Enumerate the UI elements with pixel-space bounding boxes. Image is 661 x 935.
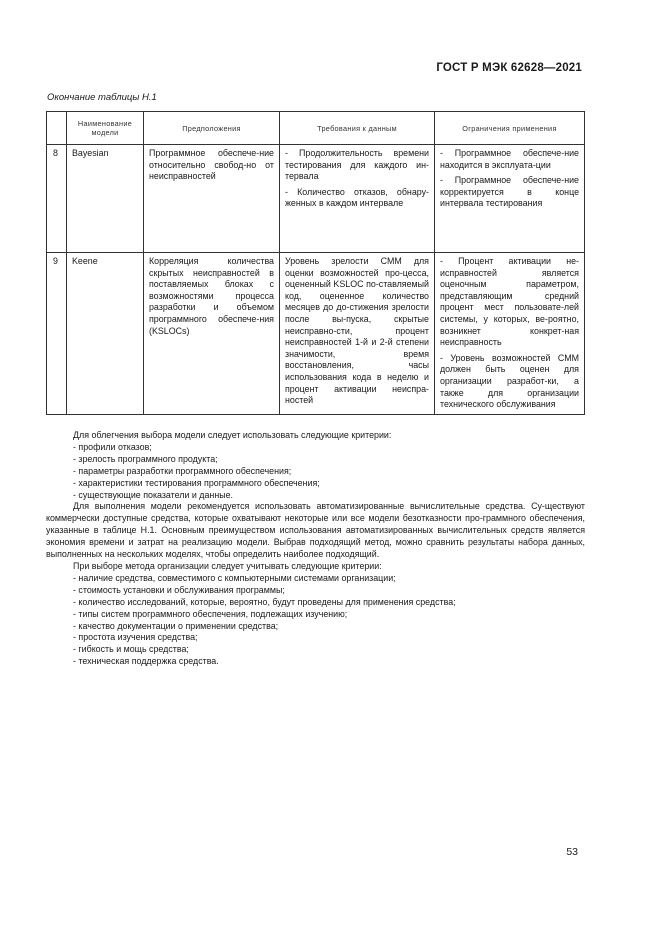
limitations-cell — [435, 145, 585, 253]
models-table — [46, 111, 585, 415]
paragraph-automated-tools: Для выполнения модели рекомендуется использовать автоматизированные вычислительные средства. Су-ществуют коммерчески доступные средства, которые охватывают некоторые или все модели безотказности про-граммного обеспечения, указанные в таблице Н.1. Основным преимуществом использования автоматизированных вычислительных средств является экономия времени и затрат на реализацию модели. Выбрав подходящий метод, можно сравнить результаты набора данных, выполненных на нескольких моделях, чтобы определить наиболее подходящий. — [46, 501, 585, 560]
table-row — [47, 145, 585, 253]
model-name: Bayesian — [67, 145, 144, 253]
header-limitations: Ограничения применения — [435, 112, 585, 145]
data-requirement-item: - Количество отказов, обнару-женных в каждом интервале — [285, 186, 429, 209]
list-item: - количество исследований, которые, вероятно, будут проведены для применения средства; — [73, 596, 456, 607]
document-header: ГОСТ Р МЭК 62628—2021 — [436, 62, 582, 74]
header-assumptions: Предположения — [144, 112, 280, 145]
data-requirements-cell — [280, 145, 435, 253]
list-item: - качество документации о применении средства; — [73, 620, 279, 631]
list-item: - параметры разработки программного обеспечения; — [73, 465, 292, 476]
row-number: 9 — [47, 253, 67, 415]
header-model-name: Наименование модели — [67, 112, 144, 145]
assumptions-cell — [144, 253, 280, 415]
data-requirement-item: Уровень зрелости СММ для оценки возможностей про-цесса, оцененный KSLOC по-ставляемый код, оцененное количество месяцев до до-стижения зрелости после вы-пуска, скрытые неисправно-сти, процент неисправностей 1-й и 2-й степени значимости, время восстановления, часы использования кода в неделю и процент активации неиспра-ностей — [285, 256, 429, 406]
page-number: 53 — [566, 846, 578, 858]
data-requirement-item: - Продолжительность времени тестирования для каждого ин-тервала — [285, 148, 429, 182]
assumptions-text: Корреляция количества скрытых неисправностей в поставляемых блоках с возможностями процесса разработки и объемом программного обеспече-ния (KSLOCs) — [149, 256, 274, 336]
list-item: - профили отказов; — [73, 441, 152, 452]
limitation-item: - Программное обеспече-ние корректируется в конце интервала тестирования — [440, 175, 579, 209]
assumptions-text: Программное обеспече-ние относительно свобод-но от неисправностей — [149, 148, 274, 182]
list-item: - типы систем программного обеспечения, подлежащих изучению; — [73, 608, 348, 619]
header-data-requirements: Требования к данным — [280, 112, 435, 145]
list-item: - техническая поддержка средства. — [73, 656, 219, 667]
body-text — [46, 430, 585, 668]
list-item: - характеристики тестирования программного обеспечения; — [73, 477, 320, 488]
limitation-item: - Процент активации не-исправностей является оценочным параметром, представляющим средний процент мест пользовате-лей системы, у которых, ве-роятно, возникнет конкрет-ная неисправность — [440, 256, 579, 348]
limitation-item: - Программное обеспече-ние находится в эксплуата-ции — [440, 148, 579, 170]
limitation-item: - Уровень возможностей СММ должен быть оценен для организации разработ-ки, а также для организации технического обслуживания — [440, 352, 579, 410]
table-header-row — [47, 112, 585, 145]
list-item: - простота изучения средства; — [73, 632, 198, 643]
table-caption: Окончание таблицы Н.1 — [47, 92, 157, 103]
list-item: - наличие средства, совместимого с компьютерными системами организации; — [73, 572, 396, 583]
table-row — [47, 253, 585, 415]
model-name: Keene — [67, 253, 144, 415]
list-item: - стоимость установки и обслуживания программы; — [73, 584, 285, 595]
list-item: - существующие показатели и данные. — [73, 489, 234, 500]
assumptions-cell — [144, 145, 280, 253]
header-number — [47, 112, 67, 145]
paragraph-intro-method: При выборе метода организации следует учитывать следующие критерии: — [73, 560, 382, 571]
paragraph-intro-criteria: Для облегчения выбора модели следует использовать следующие критерии: — [73, 430, 392, 440]
list-item: - зрелость программного продукта; — [73, 453, 218, 464]
data-requirements-cell — [280, 253, 435, 415]
list-item: - гибкость и мощь средства; — [73, 644, 189, 655]
limitations-cell — [435, 253, 585, 415]
row-number: 8 — [47, 145, 67, 253]
